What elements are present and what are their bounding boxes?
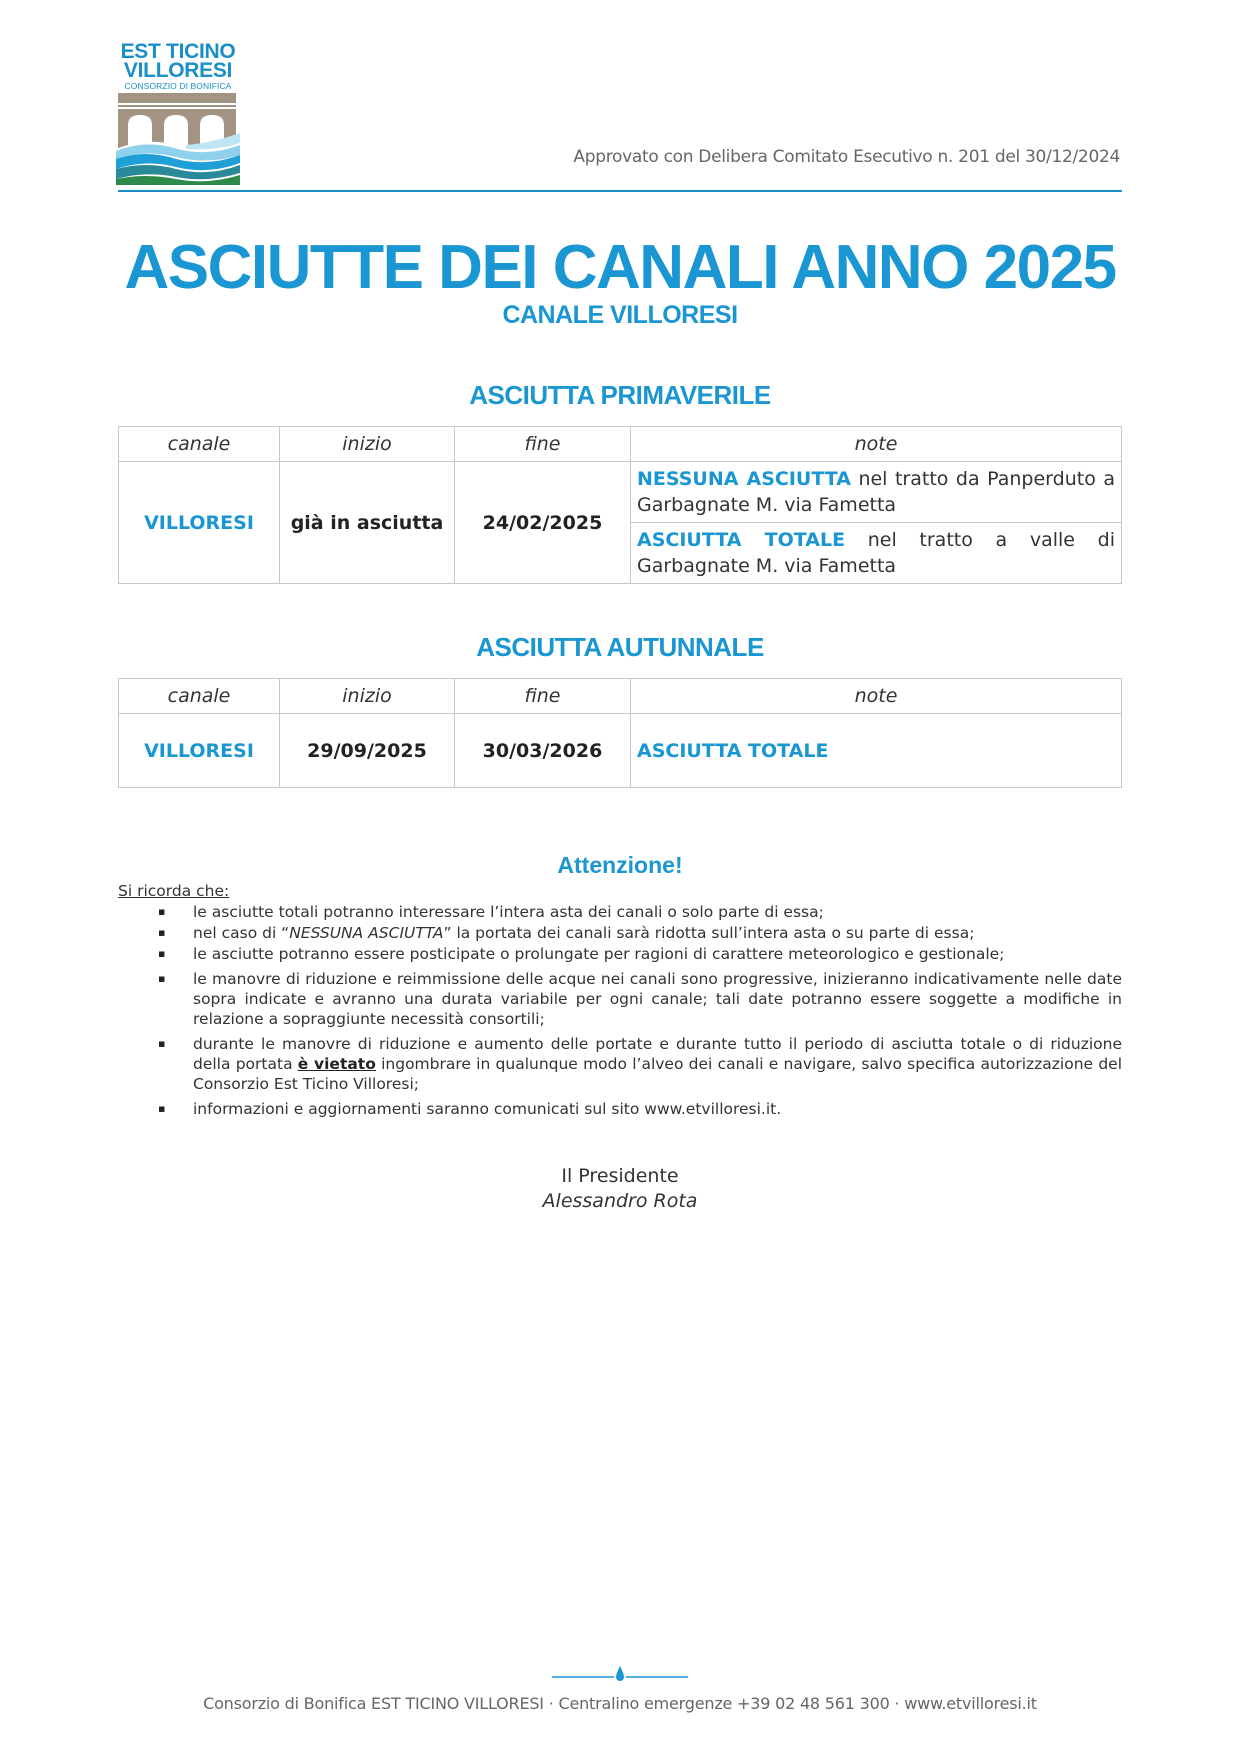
list-item-text: nel caso di “ [193,924,290,942]
list-item-emphasis: è vietato [297,1055,376,1073]
column-header-fine: fine [455,679,631,714]
note-text: nel tratto da Panperduto a Garbagnate M. via Fametta [637,468,1115,516]
list-item [118,944,1122,964]
list-item-text: le manovre di riduzione e reimmissione delle acque nei canali sono progressive, inizieranno indicativamente nelle date sopra indicate e avranno una durata variabile per ogni canale; tali date potranno essere soggette a modifiche in relazione a sopraggiunte necessità consortili; [193,970,1122,1028]
table-header-row [119,679,1122,714]
logo-line-3: CONSORZIO DI BONIFICA [124,81,232,91]
list-item-text: informazioni e aggiornamenti saranno comunicati sul sito www.etvilloresi.it. [193,1100,782,1118]
list-item [118,1034,1122,1094]
footer-contact: Consorzio di Bonifica EST TICINO VILLORESI · Centralino emergenze +39 02 48 561 300 · www.etvilloresi.it [203,1694,1037,1713]
logo-line-2: VILLORESI [123,59,233,82]
cell-fine: 30/03/2026 [455,714,631,788]
header-divider [118,190,1122,192]
consorzio-logo [116,42,246,182]
cell-note-1 [631,462,1122,523]
page-subtitle: CANALE VILLORESI [502,301,738,329]
approval-note: Approvato con Delibera Comitato Esecutivo n. 201 del 30/12/2024 [573,147,1120,167]
signature-block [0,1164,1240,1214]
note-text: nel tratto a valle di Garbagnate M. via Fametta [637,529,1115,577]
list-item-text: durante le manovre di riduzione e aumento delle portate e durante tutto il periodo di asciutta totale o di riduzione della portata [193,1035,1122,1073]
list-item-text: le asciutte potranno essere posticipate o prolungate per ragioni di carattere meteorologico e gestionale; [193,945,1005,963]
attention-list [118,902,1122,1120]
bullet-icon: ▪ [158,1102,166,1115]
autumn-table [118,678,1122,788]
column-header-fine: fine [455,427,631,462]
autumn-heading: ASCIUTTA AUTUNNALE [476,632,764,662]
column-header-canale: canale [119,679,280,714]
table-row [119,462,1122,523]
cell-inizio: già in asciutta [280,462,455,584]
column-header-canale: canale [119,427,280,462]
attention-intro: Si ricorda che: [118,882,230,900]
cell-fine: 24/02/2025 [455,462,631,584]
signature-role: Il Presidente [561,1165,679,1187]
list-item-italic: NESSUNA ASCIUTTA [289,924,444,942]
list-item-text: ” la portata dei canali sarà ridotta sull’intera asta o su parte di essa; [443,924,975,942]
cell-inizio: 29/09/2025 [280,714,455,788]
list-item [118,923,1122,943]
table-row [119,714,1122,788]
list-item-text: ingombrare in qualunque modo l’alveo dei canali e navigare, salvo specifica autorizzazione del Consorzio Est Ticino Villoresi; [193,1055,1122,1093]
list-item [118,902,1122,922]
note-highlight: NESSUNA ASCIUTTA [637,468,851,490]
cell-canale: VILLORESI [119,462,280,584]
logo-line-1: EST TICINO [120,40,236,63]
list-item [118,969,1122,1029]
cell-note [631,714,1122,788]
bullet-icon: ▪ [158,905,166,918]
list-item [118,1099,1122,1119]
bullet-icon: ▪ [158,972,166,985]
spring-heading: ASCIUTTA PRIMAVERILE [469,380,771,410]
signature-name: Alessandro Rota [542,1190,698,1212]
water-drop-icon [552,1663,688,1683]
cell-canale: VILLORESI [119,714,280,788]
cell-note-2 [631,523,1122,584]
page-title: ASCIUTTE DEI CANALI ANNO 2025 [124,233,1116,302]
column-header-inizio: inizio [280,427,455,462]
list-item-text: le asciutte totali potranno interessare l’intera asta dei canali o solo parte di essa; [193,903,824,921]
spring-table [118,426,1122,584]
note-highlight: ASCIUTTA TOTALE [637,529,846,551]
column-header-inizio: inizio [280,679,455,714]
bullet-icon: ▪ [158,926,166,939]
bullet-icon: ▪ [158,1037,166,1050]
bridge-waves-icon [116,93,240,185]
column-header-note: note [631,427,1122,462]
bullet-icon: ▪ [158,947,166,960]
table-header-row [119,427,1122,462]
attention-heading: Attenzione! [557,852,683,878]
note-highlight: ASCIUTTA TOTALE [637,739,829,762]
column-header-note: note [631,679,1122,714]
